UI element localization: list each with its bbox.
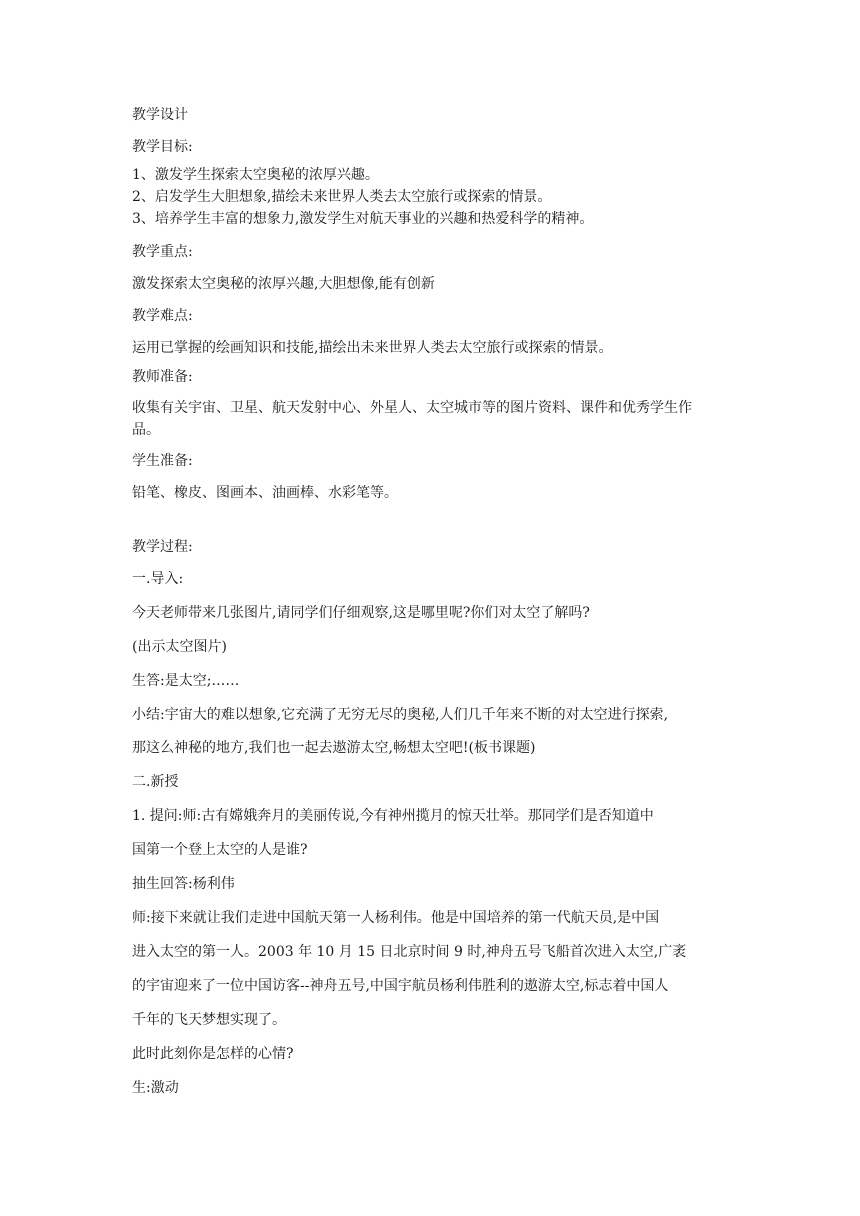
- section-heading-teacher-prep: 教师准备:: [132, 369, 193, 385]
- objective-item-3: 3、培养学生丰富的想象力,激发学生对航天事业的兴趣和热爱科学的精神。: [132, 211, 594, 227]
- key-points-text: 激发探索太空奥秘的浓厚兴趣,大胆想像,能有创新: [132, 276, 435, 292]
- section-heading-student-prep: 学生准备:: [132, 453, 193, 469]
- teacher-prep-text-line-1: 收集有关宇宙、卫星、航天发射中心、外星人、太空城市等的图片资料、课件和优秀学生作: [132, 400, 692, 416]
- doc-title: 教学设计: [132, 107, 188, 123]
- subsection-heading-new-lesson: 二.新授: [132, 774, 179, 790]
- teacher-line-2: 进入太空的第一人。2003 年 10 月 15 日北京时间 9 时,神舟五号飞船首次进入太空,广袤: [132, 944, 687, 960]
- summary-line-2: 那这么神秘的地方,我们也一起去遨游太空,畅想太空吧!(板书课题): [132, 740, 536, 756]
- intro-paragraph: 今天老师带来几张图片,请同学们仔细观察,这是哪里呢?你们对太空了解吗?: [132, 605, 590, 621]
- question-feeling: 此时此刻你是怎样的心情?: [132, 1046, 294, 1062]
- difficulties-text: 运用已掌握的绘画知识和技能,描绘出未来世界人类去太空旅行或探索的情景。: [132, 340, 613, 356]
- section-heading-key-points: 教学重点:: [132, 244, 193, 260]
- student-answer-1: 生答:是太空;……: [132, 673, 240, 689]
- summary-line-1: 小结:宇宙大的难以想象,它充满了无穷无尽的奥秘,人们几千年来不断的对太空进行探索,: [132, 707, 669, 723]
- objective-item-2: 2、启发学生大胆想象,描绘未来世界人类去太空旅行或探索的情景。: [132, 189, 552, 205]
- student-answer-2: 抽生回答:杨利伟: [132, 876, 235, 892]
- objective-item-1: 1、激发学生探索太空奥秘的浓厚兴趣。: [132, 167, 379, 183]
- teacher-line-3: 的宇宙迎来了一位中国访客--神舟五号,中国宇航员杨利伟胜利的遨游太空,标志着中国人: [132, 978, 669, 994]
- subsection-heading-intro: 一.导入:: [132, 571, 184, 587]
- student-answer-3: 生:激动: [132, 1080, 179, 1096]
- teacher-line-1: 师:接下来就让我们走进中国航天第一人杨利伟。他是中国培养的第一代航天员,是中国: [132, 910, 660, 926]
- question-line-2: 国第一个登上太空的人是谁?: [132, 842, 308, 858]
- section-heading-difficulties: 教学难点:: [132, 308, 193, 324]
- student-prep-text: 铅笔、橡皮、图画本、油画棒、水彩笔等。: [132, 485, 398, 501]
- section-heading-objectives: 教学目标:: [132, 139, 193, 155]
- intro-note: (出示太空图片): [132, 639, 227, 655]
- teacher-line-4: 千年的飞天梦想实现了。: [132, 1012, 286, 1028]
- question-line-1: 1. 提问:师:古有嫦娥奔月的美丽传说,今有神州揽月的惊天壮举。那同学们是否知道中: [132, 808, 654, 824]
- teacher-prep-text-line-2: 品。: [132, 422, 160, 438]
- section-heading-process: 教学过程:: [132, 539, 193, 555]
